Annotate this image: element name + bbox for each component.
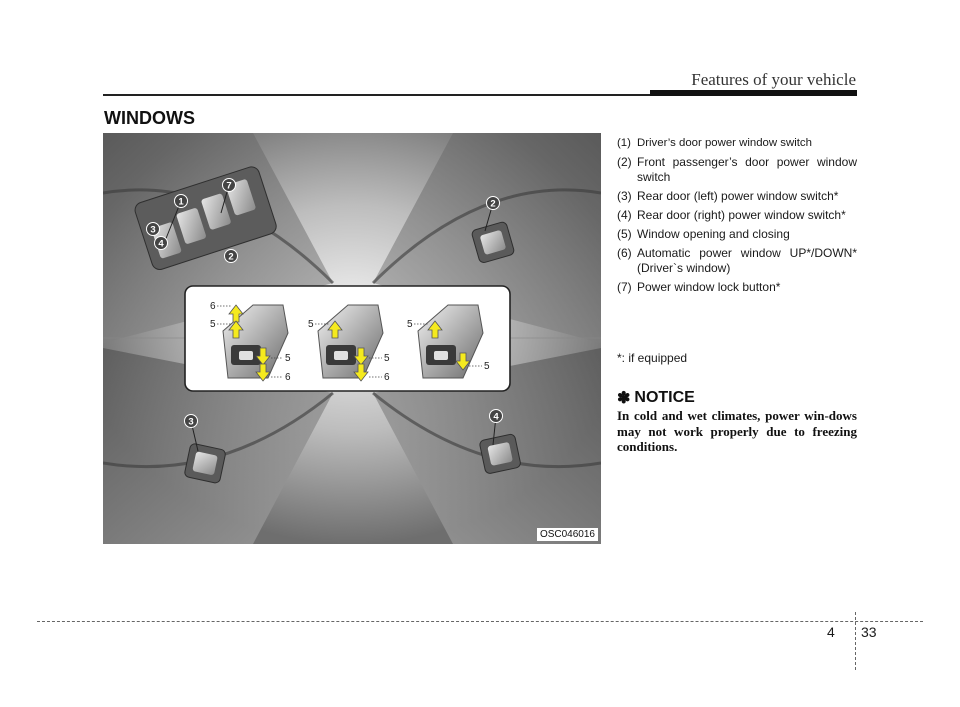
callout-4-driver: 4 — [158, 238, 164, 250]
list-item-number: (6) — [617, 246, 632, 260]
rear-left-switch — [184, 443, 226, 484]
arrow-label-up-2: 5 — [308, 319, 314, 330]
arrow-label-up-1: 5 — [210, 319, 216, 330]
rear-right-switch — [479, 434, 521, 475]
chapter-number: 4 — [827, 624, 835, 640]
notice-star-icon: ✽ — [617, 390, 631, 407]
notice-title: NOTICE — [634, 389, 695, 406]
illustration-svg — [103, 133, 601, 544]
list-item — [617, 136, 857, 151]
arrow-label-down-1: 5 — [285, 353, 291, 364]
list-item-number: (2) — [617, 155, 632, 169]
arrow-label-auto-down-1: 6 — [285, 372, 291, 383]
page-title: WINDOWS — [104, 108, 195, 128]
list-item-text: Driver’s door power window switch — [637, 137, 812, 149]
page-number: 33 — [861, 624, 877, 640]
callout-4: 4 — [493, 411, 499, 423]
callout-2: 2 — [490, 198, 496, 210]
header-rule-accent — [650, 90, 857, 96]
list-item — [617, 189, 857, 204]
list-item-number: (1) — [617, 137, 631, 149]
list-item — [617, 208, 857, 223]
figure-code: OSC046016 — [537, 528, 598, 541]
arrow-label-down-3: 5 — [484, 361, 490, 372]
callout-3-driver: 3 — [150, 224, 156, 236]
window-switch-illustration — [103, 133, 601, 544]
list-item — [617, 280, 857, 295]
footer-rule — [37, 621, 923, 622]
list-item-number: (7) — [617, 280, 632, 294]
list-item-number: (5) — [617, 227, 632, 241]
callout-3: 3 — [188, 416, 194, 428]
list-item — [617, 246, 857, 276]
header-section-title: Features of your vehicle — [691, 70, 856, 89]
list-item-text: Rear door (right) power window switch* — [637, 208, 846, 222]
arrow-label-down-2: 5 — [384, 353, 390, 364]
notice-body: In cold and wet climates, power win-dows may not work properly due to freezing conditions. — [617, 408, 857, 454]
list-item — [617, 155, 857, 185]
list-item-number: (3) — [617, 189, 632, 203]
list-item-text: Power window lock button* — [637, 280, 781, 294]
callout-2-driver: 2 — [228, 251, 234, 263]
notice-heading — [617, 388, 695, 408]
list-item-number: (4) — [617, 208, 632, 222]
callout-1: 1 — [178, 196, 184, 208]
list-item — [617, 227, 857, 242]
arrow-label-auto-down-2: 6 — [384, 372, 390, 383]
arrow-label-up-3: 5 — [407, 319, 413, 330]
callout-7: 7 — [226, 180, 232, 192]
footer-divider — [855, 612, 856, 670]
feature-list — [617, 136, 857, 299]
list-item-text: Rear door (left) power window switch* — [637, 189, 839, 203]
list-item-text: Front passenger’s door power window switch — [637, 155, 857, 184]
list-item-text: Automatic power window UP*/DOWN* (Driver`s window) — [637, 246, 857, 275]
arrow-label-auto-up-1: 6 — [210, 301, 216, 312]
equipped-footnote: *: if equipped — [617, 351, 688, 365]
list-item-text: Window opening and closing — [637, 227, 790, 241]
